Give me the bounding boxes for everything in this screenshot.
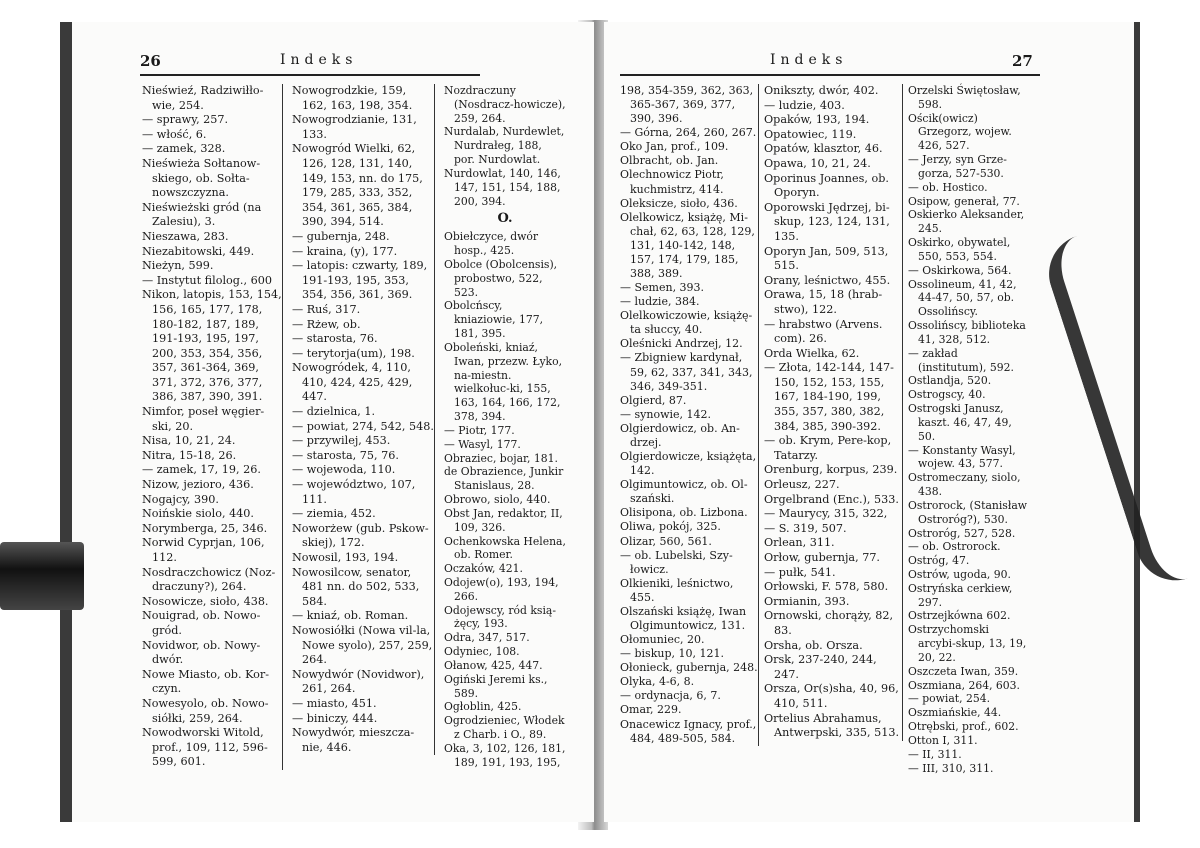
index-entry: Orzelski Świętosław, 598. [908, 84, 1021, 111]
index-entry: — włość, 6. [142, 127, 207, 141]
index-entry: Oleśnicki Andrzej, 12. [620, 337, 743, 351]
index-entry: Orłow, gubernja, 77. [764, 551, 880, 564]
index-entry: Onikszty, dwór, 402. [764, 84, 879, 97]
index-entry: Ostryńska cerkiew, 297. [908, 581, 1013, 609]
index-entry: Oszmiana, 264, 603. [908, 678, 1020, 692]
index-entry: Oskierko Aleksander, 245. [908, 208, 1025, 236]
right-page-number: 27 [1012, 52, 1033, 70]
right-column-3 [908, 84, 1028, 775]
index-entry: Nowogrodzkie, 159, 162, 163, 198, 354. [292, 84, 413, 112]
index-entry: — ob. Hostico. [908, 180, 988, 194]
index-entry: Ornowski, chorąży, 82, 83. [764, 609, 894, 637]
index-entry: Orenburg, korpus, 239. [764, 463, 898, 477]
index-entry: Oszczeta Iwan, 359. [908, 664, 1019, 678]
index-entry: Oka, 3, 102, 126, 181, 189, 191, 193, 195, [444, 741, 566, 769]
index-entry: — Jerzy, syn Grze-gorza, 527-530. [908, 153, 1007, 180]
index-entry: de Obrazience, Junkir Stanislaus, 28. [444, 465, 564, 493]
index-entry: Nowogród Wielki, 62, 126, 128, 131, 140, 149, 153, nn. do 175, 179, 285, 333, 352, 354, 361, 365, 384, 390, 394, 514. [292, 142, 423, 229]
index-entry: — miasto, 451. [292, 696, 377, 710]
index-entry: Ołomuniec, 20. [620, 633, 705, 647]
index-entry: — Piotr, 177. [444, 423, 515, 437]
index-entry: Orawa, 15, 18 (hrab-stwo), 122. [764, 288, 883, 316]
right-column-1 [620, 84, 759, 746]
index-entry: — województwo, 107, 111. [292, 478, 416, 506]
left-page-number: 26 [140, 52, 161, 70]
index-entry: — biniczy, 444. [292, 711, 378, 725]
index-entry: Ostrów, ugoda, 90. [908, 567, 1011, 581]
index-entry: Norwid Cyprjan, 106, 112. [142, 536, 265, 564]
index-entry: — Złota, 142-144, 147-150, 152, 153, 155, 167, 184-190, 199, 355, 357, 380, 382, 384, 385, 390-392. [764, 361, 894, 433]
index-entry: Noińskie siolo, 440. [142, 507, 254, 521]
index-entry: Otrębski, prof., 602. [908, 720, 1019, 734]
index-entry: Olizar, 560, 561. [620, 534, 712, 548]
index-entry: Nowe Miasto, ob. Kor-czyn. [142, 667, 269, 696]
index-entry: — zakład (institutum), 592. [908, 346, 1014, 374]
index-entry: Oliwa, pokój, 325. [620, 520, 721, 534]
index-entry: — II, 311. [908, 747, 962, 761]
index-entry: Ostromeczany, siolo, 438. [908, 471, 1021, 499]
index-entry: Opatów, klasztor, 46. [764, 142, 883, 156]
index-entry: Ostrogscy, 40. [908, 388, 986, 402]
index-entry: Ostrogski Janusz, kaszt. 46, 47, 49, 50. [908, 402, 1012, 443]
index-entry: Ołonieck, gubernja, 248. [620, 661, 758, 675]
index-entry: — ob. Ostrorock. [908, 540, 1001, 554]
index-entry: Nowogrodzianie, 131, 133. [292, 113, 417, 141]
index-entry: — Konstanty Wasyl, wojew. 43, 577. [908, 443, 1016, 471]
index-entry: — Semen, 393. [620, 281, 705, 295]
index-entry: — Rżew, ob. [292, 317, 361, 331]
index-entry: Nurdalab, Nurdewlet, Nurdrałeg, 188, por. Nurdowlat. [444, 125, 565, 167]
index-entry: — dzielnica, 1. [292, 405, 376, 419]
index-entry: — ziemia, 452. [292, 507, 376, 521]
index-entry: Olgierdowicze, książęta, 142. [620, 450, 757, 478]
index-entry: Olgierdowicz, ob. An-drzej. [620, 421, 740, 449]
index-entry: — zamek, 17, 19, 26. [142, 463, 261, 477]
index-entry: Nowodworski Witold, prof., 109, 112, 596-599, 601. [142, 726, 268, 769]
index-entry: 198, 354-359, 362, 363, 365-367, 369, 377, 390, 396. [620, 84, 754, 126]
index-entry: Ogiński Jeremi ks., 589. [444, 672, 548, 700]
index-entry: Oszmiańskie, 44. [908, 706, 1002, 720]
index-entry: Ochenkowska Helena, ob. Romer. [444, 534, 566, 562]
index-entry: — ludzie, 384. [620, 295, 700, 309]
index-entry: Obrowo, siolo, 440. [444, 493, 551, 507]
index-entry: — wojewoda, 110. [292, 463, 396, 477]
index-entry: Oporowski Jędrzej, bi-skup, 123, 124, 131, 135. [764, 200, 890, 243]
index-entry: Ormianin, 393. [764, 594, 850, 608]
index-entry: Nitra, 15-18, 26. [142, 448, 237, 462]
index-entry: Olelkowicz, książę, Mi-chał, 62, 63, 128, 129, 131, 140-142, 148, 157, 174, 179, 185, 388, 389. [620, 210, 755, 281]
index-entry: Noworżew (gub. Pskow-skiej), 172. [292, 521, 429, 550]
index-entry: — gubernja, 248. [292, 229, 390, 243]
index-entry: Nowosil, 193, 194. [292, 551, 399, 564]
index-entry: Nieżyn, 599. [142, 259, 214, 273]
left-header-title: Indeks [280, 52, 358, 68]
index-entry: Nikon, latopis, 153, 154, 156, 165, 177, 178, 180-182, 187, 189, 191-193, 195, 197, 200, 353, 354, 356, 357, 361-364, 369, 371, 372, 376, 377, 386, 387, 390, 391. [142, 288, 282, 404]
index-entry: Obraziec, bojar, 181. [444, 451, 558, 465]
index-entry: Opaków, 193, 194. [764, 113, 870, 127]
index-entry: Ostlandja, 520. [908, 374, 992, 388]
index-entry: Opatowiec, 119. [764, 127, 857, 141]
index-entry: — kraina, (y), 177. [292, 244, 398, 258]
index-entry: Ostróg, 47. [908, 554, 970, 568]
index-entry: Nowosiółki (Nowa vil-la, Nowe syolo), 257, 259, 264. [292, 623, 433, 667]
index-entry: — biskup, 10, 121. [620, 647, 724, 661]
index-entry: Nowydwór (Novidwor), 261, 264. [292, 667, 425, 696]
index-entry: Nieświeź, Radziwiłło-wie, 254. [142, 84, 264, 112]
index-entry: Orsza, Or(s)sha, 40, 96, 410, 511. [764, 682, 899, 710]
index-entry: — Instytut filolog., 600 [142, 273, 272, 287]
index-entry: Omar, 229. [620, 703, 682, 717]
index-entry: — pułk, 541. [764, 565, 836, 579]
index-entry: Orleusz, 227. [764, 478, 840, 492]
right-column-2 [764, 84, 903, 741]
index-entry: Ołanow, 425, 447. [444, 658, 543, 672]
index-entry: Nisa, 10, 21, 24. [142, 434, 236, 448]
index-entry: Nieświeżski gród (na Zalesiu), 3. [142, 200, 262, 229]
index-entry: Odyniec, 108. [444, 645, 520, 659]
index-entry: Orlean, 311. [764, 536, 835, 550]
index-entry: Nouigrad, ob. Nowo-gród. [142, 609, 261, 637]
index-entry: Nosowicze, sioło, 438. [142, 594, 269, 608]
index-entry: — kniaź, ob. Roman. [292, 609, 409, 623]
index-entry: Nowosilcow, senator, 481 nn. do 502, 533, 584. [292, 565, 420, 608]
index-entry: — Oskirkowa, 564. [908, 263, 1012, 277]
index-entry: Nogajcy, 390. [142, 492, 219, 506]
index-entry: Nieświeża Sołtanow-skiego, ob. Sołta-nowszczyzna. [142, 156, 261, 200]
right-header-title: Indeks [770, 52, 848, 68]
index-entry: Odra, 347, 517. [444, 631, 530, 645]
index-entry: Oporyn Jan, 509, 513, 515. [764, 244, 889, 273]
index-entry: Orłowski, F. 578, 580. [764, 580, 889, 594]
index-entry: Oskirko, obywatel, 550, 553, 554. [908, 236, 1011, 263]
index-entry: — Zbigniew kardynał, 59, 62, 337, 341, 343, 346, 349-351. [620, 351, 753, 393]
index-entry: Ogłoblin, 425. [444, 700, 522, 714]
left-running-header [140, 52, 480, 76]
index-entry: Olyka, 4-6, 8. [620, 675, 695, 689]
index-entry: — ordynacja, 6, 7. [620, 689, 721, 703]
index-entry: Nosdraczchowicz (Noz-draczuny?), 264. [142, 565, 276, 594]
index-entry: — Ruś, 317. [292, 302, 361, 316]
right-running-header [620, 52, 1040, 76]
index-entry: Olgierd, 87. [620, 393, 687, 407]
index-entry: — III, 310, 311. [908, 761, 994, 775]
index-entry: Oczaków, 421. [444, 562, 523, 576]
letter-heading: O. [497, 211, 513, 227]
index-entry: Oleksicze, sioło, 436. [620, 196, 738, 210]
index-entry: Obiełczyce, dwór hosp., 425. [444, 230, 539, 258]
index-entry: Ossolineum, 41, 42, 44-47, 50, 57, ob. Ossolińscy. [908, 277, 1017, 319]
index-entry: Norymberga, 25, 346. [142, 521, 268, 535]
index-entry: Ostroróg, 527, 528. [908, 526, 1016, 540]
index-entry: Ostrorock, (Stanisław Ostroróg?), 530. [908, 498, 1028, 526]
index-entry: Ortelius Abrahamus, Antwerpski, 335, 513. [764, 711, 900, 740]
index-entry: — Górna, 264, 260, 267. [620, 126, 757, 140]
index-entry: Otton I, 311. [908, 733, 978, 747]
index-entry: Odojewscy, ród ksią-żęcy, 193. [444, 603, 556, 631]
index-entry: — terytorja(um), 198. [292, 346, 415, 360]
index-entry: Nimfor, poseł węgier-ski, 20. [142, 405, 265, 433]
index-entry: Olisipona, ob. Lizbona. [620, 506, 748, 520]
index-entry: — powiat, 254. [908, 692, 991, 706]
left-column-2 [292, 84, 435, 755]
index-entry: Olbracht, ob. Jan. [620, 154, 719, 168]
index-entry: — latopis: czwarty, 189, 191-193, 195, 353, 354, 356, 361, 369. [292, 259, 428, 302]
index-entry: — starosta, 76. [292, 332, 378, 346]
index-entry: Obolcńscy, kniaziowie, 177, 181, 395. [444, 299, 544, 341]
index-entry: Olgimuntowicz, ob. Ol-szański. [620, 478, 748, 506]
left-column-3 [444, 84, 566, 770]
index-entry: — powiat, 274, 542, 548. [292, 419, 434, 433]
page-clip [0, 542, 84, 610]
index-entry: — przywilej, 453. [292, 434, 391, 448]
index-entry: Novidwor, ob. Nowy-dwór. [142, 638, 261, 667]
index-entry: Oko Jan, prof., 109. [620, 140, 729, 154]
index-entry: Obst Jan, redaktor, II, 109, 326. [444, 506, 563, 534]
index-entry: — synowie, 142. [620, 407, 711, 421]
index-entry: Ościk(owicz) Grzegorz, wojew. 426, 527. [908, 111, 1012, 153]
index-entry: Olechnowicz Piotr, kuchmistrz, 414. [620, 168, 724, 196]
index-entry: — zamek, 328. [142, 142, 226, 156]
index-entry: Orsha, ob. Orsza. [764, 638, 863, 652]
index-entry: — sprawy, 257. [142, 113, 229, 127]
left-column-1 [142, 84, 283, 770]
index-entry: Odojew(o), 193, 194, 266. [444, 575, 559, 603]
index-entry: Orda Wielka, 62. [764, 346, 860, 360]
index-entry: Nowydwór, mieszcza-nie, 446. [292, 726, 415, 754]
index-entry: Oporinus Joannes, ob. Oporyn. [764, 171, 889, 200]
index-entry: — Maurycy, 315, 322, [764, 507, 888, 521]
index-entry: Niezabitowski, 449. [142, 244, 255, 258]
index-entry: Ogrodzieniec, Włodek z Charb. i O., 89. [444, 714, 565, 742]
index-entry: Ostrzychomski arcybi-skup, 13, 19, 20, 22. [908, 623, 1027, 664]
index-entry: Nieszawa, 283. [142, 229, 229, 243]
index-entry: — Wasyl, 177. [444, 437, 521, 451]
index-entry: Onacewicz Ignacy, prof., 484, 489-505, 584. [620, 717, 757, 745]
index-entry: Nizow, jezioro, 436. [142, 478, 254, 492]
index-entry: Olelkowiczowie, książę-ta słuccy, 40. [620, 309, 753, 337]
index-entry: Orany, leśnictwo, 455. [764, 273, 891, 287]
index-entry: Oboleński, kniaź, Iwan, przezw. Łyko, na-miestn. wielkołuc-ki, 155, 163, 164, 166, 172, 378, 394. [444, 340, 563, 424]
index-entry: Ossolińscy, biblioteka 41, 328, 512. [908, 319, 1026, 346]
index-entry: Obolce (Obolcensis), probostwo, 522, 523. [444, 257, 558, 299]
index-entry: Osipow, generał, 77. [908, 194, 1020, 208]
index-entry: Orgelbrand (Enc.), 533. [764, 492, 899, 506]
index-entry: — S. 319, 507. [764, 521, 847, 535]
index-entry: Nowesyolo, ob. Nowo-siółki, 259, 264. [142, 696, 269, 725]
index-entry: Nozdraczuny (Nosdracz-howicze), 259, 264. [444, 84, 566, 125]
index-entry: — ludzie, 403. [764, 98, 845, 112]
index-entry: Ostrzejkówna 602. [908, 609, 1011, 623]
index-entry: — starosta, 75, 76. [292, 448, 399, 462]
index-entry: — hrabstwo (Arvens. com). 26. [764, 317, 883, 346]
index-entry: Nurdowlat, 140, 146, 147, 151, 154, 188, 200, 394. [444, 166, 561, 208]
index-entry: Nowogródek, 4, 110, 410, 424, 425, 429, 447. [292, 361, 413, 404]
index-entry: Opawa, 10, 21, 24. [764, 156, 871, 170]
index-entry: Orsk, 237-240, 244, 247. [764, 653, 877, 681]
index-entry: Olszański książę, Iwan Olgimuntowicz, 131. [620, 604, 747, 632]
index-entry: — ob. Lubelski, Szy-łowicz. [620, 548, 733, 576]
index-entry: Olkieniki, leśnictwo, 455. [620, 576, 734, 604]
index-entry: — ob. Krym, Pere-kop, Tatarzy. [764, 434, 892, 462]
